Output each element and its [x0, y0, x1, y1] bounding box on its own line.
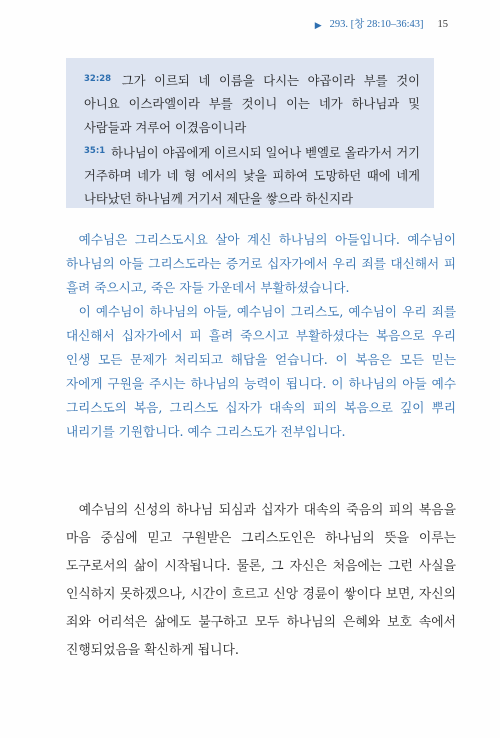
commentary-paragraph: 이 예수님이 하나님의 아들, 예수님이 그리스도, 예수님이 우리 죄를 대신해서 십자가에서 피 흘려 죽으시고 부활하셨다는 복음으로 우리 인생 모든 문제가 처리되고 해답을 얻습니다. 이 복음은 모든 믿는 자에게 구원을 주시는 하나님의 능력이 됩니다. 이 하나님의 아들 예수 그리스도의 복음, 그리스도 십자가 대속의 피의 복음으로 깊이 뿌리 내리기를 기원합니다. 예수 그리스도가 전부입니다.	[66, 304, 456, 439]
scripture-verse	[84, 140, 420, 212]
verse-text: 하나님이 야곱에게 이르시되 일어나 벧엘로 올라가서 거기 거주하며 네가 네 형 에서의 낯을 피하여 도망하던 때에 네게 나타났던 하나님께 거기서 제단을 쌓으라 하신지라	[84, 145, 420, 207]
triangle-marker-icon: ▶	[314, 20, 322, 30]
verse-number: 35:1	[84, 145, 106, 156]
scripture-box	[66, 58, 434, 208]
chapter-reference: 293. [창 28:10–36:43]	[329, 19, 424, 30]
verse-text: 그가 이르되 네 이름을 다시는 야곱이라 부를 것이 아니요 이스라엘이라 부를 것이니 이는 네가 하나님과 및 사람들과 겨루어 이겼음이니라	[84, 74, 420, 135]
body-section	[66, 497, 456, 665]
commentary-section	[66, 228, 456, 444]
running-header	[315, 18, 448, 32]
commentary-paragraph: 예수님은 그리스도시요 살아 계신 하나님의 아들입니다. 예수님이 하나님의 아들 그리스도라는 증거로 십자가에서 우리 죄를 대신해서 피 흘려 죽으시고, 죽은 자들 가운데서 부활하셨습니다.	[66, 232, 456, 295]
body-paragraph: 예수님의 신성의 하나님 되심과 십자가 대속의 죽음의 피의 복음을 마음 중심에 믿고 구원받은 그리스도인은 하나님의 뜻을 이루는 도구로서의 삶이 시작됩니다. 물론, 그 자신은 처음에는 그런 사실을 인식하지 못하겠으나, 시간이 흐르고 신앙 경륜이 쌓이다 보면, 자신의 죄와 어리석은 삶에도 불구하고 모두 하나님의 은혜와 보호 속에서 진행되었음을 확신하게 됩니다.	[66, 503, 456, 658]
verse-number: 32:28	[84, 74, 112, 84]
page-number: 15	[437, 19, 448, 30]
scripture-verse	[84, 68, 420, 140]
